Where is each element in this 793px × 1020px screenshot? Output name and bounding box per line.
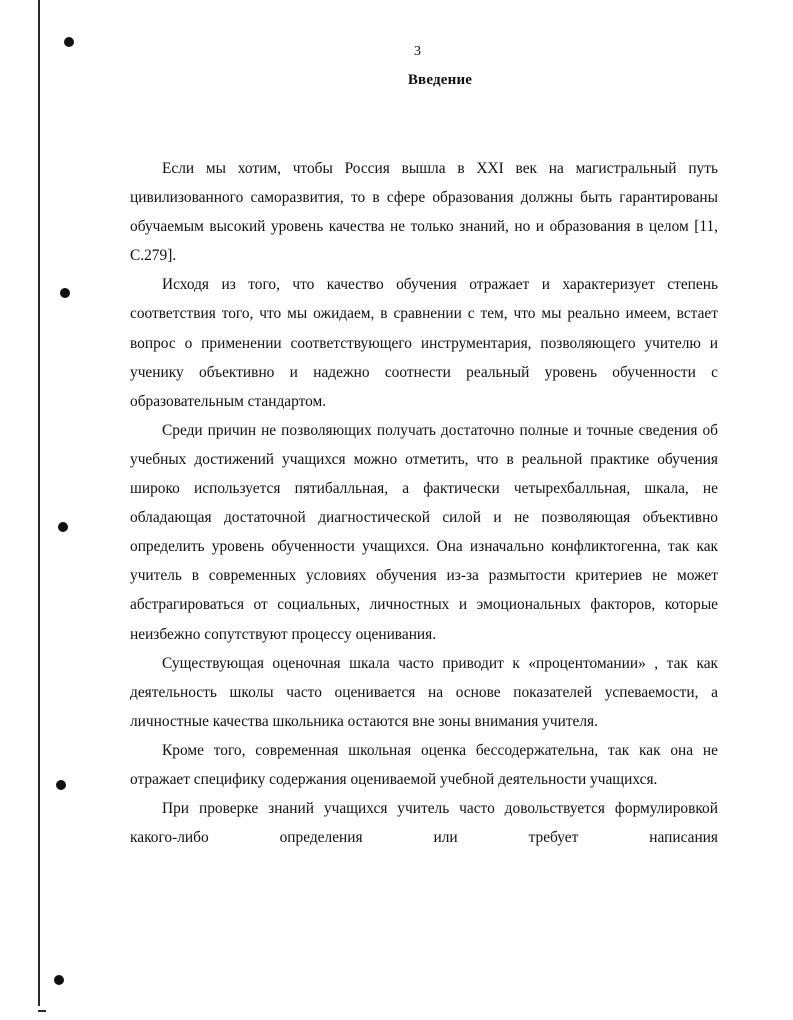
punch-hole bbox=[58, 522, 68, 532]
binding-margin-tick bbox=[38, 1010, 46, 1012]
page-number: 3 bbox=[414, 44, 421, 59]
punch-hole bbox=[56, 780, 66, 790]
paragraph: Исходя из того, что качество обучения отражает и характеризует степень соответствия того, что мы ожидаем, в сравнении с тем, что мы реально имеем, встает вопрос о применении соответствующего инструментария, позволяющего учителю и ученику объективно и надежно соотнести реальный уровень обученности с образовательным стандартом. bbox=[130, 276, 718, 410]
page-title: Введение bbox=[407, 72, 473, 88]
binding-margin-line bbox=[38, 0, 40, 1006]
punch-hole bbox=[64, 37, 74, 47]
punch-hole bbox=[60, 288, 70, 298]
punch-hole bbox=[54, 975, 64, 985]
document-body bbox=[130, 154, 718, 852]
paragraph: Если мы хотим, чтобы Россия вышла в XXI век на магистральный путь цивилизованного саморазвития, то в сфере образования должны быть гарантированы обучаемым высокий уровень качества не только знаний, но и образования в целом [11, С.279]. bbox=[130, 160, 718, 265]
paragraph: Среди причин не позволяющих получать достаточно полные и точные сведения об учебных достижений учащихся можно отметить, что в реальной практике обучения широко используется пятибалльная, а фактически четырехбалльная, шкала, не обладающая достаточной диагностической силой и не позволяющая объективно определить уровень обученности учащихся. Она изначально конфликтогенна, так как учитель в современных условиях обучения из-за размытости критериев не может абстрагироваться от социальных, личностных и эмоциональных факторов, которые неизбежно сопутствуют процессу оценивания. bbox=[130, 421, 718, 643]
paragraph: Кроме того, современная школьная оценка бессодержательна, так как она не отражает специфику содержания оцениваемой учебной деятельности учащихся. bbox=[130, 741, 718, 788]
paragraph: Существующая оценочная шкала часто приводит к «процентомании» , так как деятельность школы часто оценивается на основе показателей успеваемости, а личностные качества школьника остаются вне зоны внимания учителя. bbox=[130, 654, 718, 730]
paragraph: При проверке знаний учащихся учитель часто довольствуется формулировкой какого-либо определения или требует написания bbox=[130, 800, 718, 847]
